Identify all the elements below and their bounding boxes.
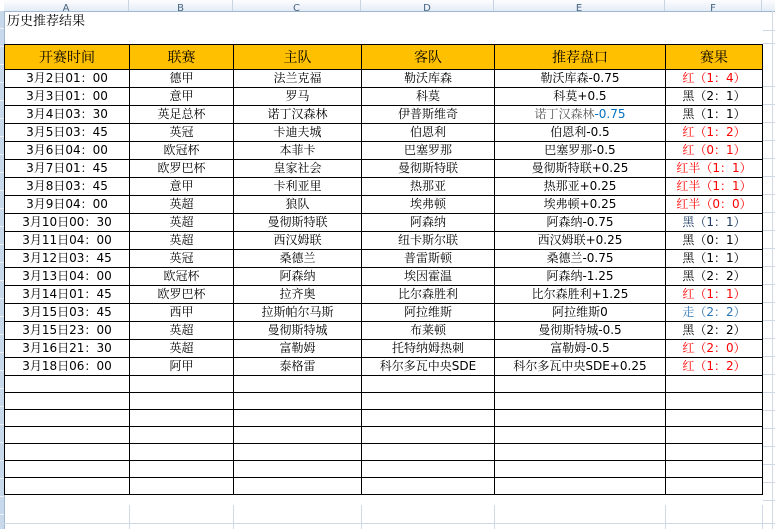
result-cell[interactable]: 红（0：1） — [666, 142, 763, 160]
table-row — [5, 160, 763, 178]
away-team-cell[interactable]: 纽卡斯尔联 — [362, 232, 495, 250]
column-header-filler — [762, 0, 775, 11]
column-header-strip — [4, 0, 775, 12]
handicap-part: 诺丁汉森林 — [534, 107, 595, 121]
time-cell[interactable]: 3月3日01：00 — [5, 88, 130, 106]
league-cell[interactable]: 英超 — [130, 214, 234, 232]
home-team-cell[interactable]: 曼彻斯特城 — [234, 322, 362, 340]
away-team-cell[interactable]: 巴塞罗那 — [362, 142, 495, 160]
result-cell[interactable]: 红（2：0） — [666, 340, 763, 358]
time-cell[interactable]: 3月5日03：45 — [5, 124, 130, 142]
league-cell[interactable]: 英超 — [130, 322, 234, 340]
header-cell-0[interactable]: 开赛时间 — [5, 45, 130, 70]
table-row — [5, 358, 763, 376]
home-team-cell[interactable]: 卡利亚里 — [234, 178, 362, 196]
empty-table-row — [5, 376, 763, 393]
result-cell[interactable]: 红半（1：1） — [666, 160, 763, 178]
home-team-cell[interactable]: 桑德兰 — [234, 250, 362, 268]
handicap-cell[interactable]: 科尔多瓦中央SDE+0.25 — [495, 358, 666, 376]
empty-table-row — [5, 393, 763, 410]
column-letter-label: B — [177, 3, 184, 12]
table-row — [5, 178, 763, 196]
handicap-cell[interactable]: 科莫+0.5 — [495, 88, 666, 106]
handicap-cell[interactable]: 曼彻斯特城-0.5 — [495, 322, 666, 340]
away-team-cell[interactable]: 科莫 — [362, 88, 495, 106]
handicap-cell[interactable]: 比尔森胜利+1.25 — [495, 286, 666, 304]
away-team-cell[interactable]: 伯恩利 — [362, 124, 495, 142]
time-cell[interactable]: 3月11日04：00 — [5, 232, 130, 250]
empty-table-row — [5, 427, 763, 444]
league-cell[interactable]: 英超 — [130, 196, 234, 214]
header-cell-5[interactable]: 赛果 — [666, 45, 763, 70]
gridline — [233, 505, 234, 529]
handicap-cell[interactable]: 热那亚+0.25 — [495, 178, 666, 196]
column-letter-label: A — [62, 3, 70, 12]
empty-cell[interactable] — [234, 478, 362, 495]
gridline — [762, 505, 763, 529]
result-cell[interactable]: 黑（1：1） — [666, 250, 763, 268]
home-team-cell[interactable]: 诺丁汉森林 — [234, 106, 362, 124]
empty-cell[interactable] — [5, 444, 130, 461]
empty-cell[interactable] — [234, 376, 362, 393]
column-letter-B[interactable] — [129, 0, 233, 11]
handicap-cell[interactable] — [495, 106, 666, 124]
results-table — [4, 44, 763, 495]
handicap-cell[interactable]: 曼彻斯特联+0.25 — [495, 160, 666, 178]
away-team-cell[interactable]: 阿拉维斯 — [362, 304, 495, 322]
gridline — [763, 43, 775, 44]
header-cell-2[interactable]: 主队 — [234, 45, 362, 70]
empty-cell[interactable] — [362, 376, 495, 393]
handicap-cell[interactable]: 西汉姆联+0.25 — [495, 232, 666, 250]
home-team-cell[interactable]: 曼彻斯特联 — [234, 214, 362, 232]
time-cell[interactable]: 3月4日03：30 — [5, 106, 130, 124]
gridline — [665, 505, 666, 529]
table-row — [5, 142, 763, 160]
empty-table-row — [5, 478, 763, 495]
home-team-cell[interactable]: 罗马 — [234, 88, 362, 106]
column-letter-D[interactable] — [361, 0, 494, 11]
empty-cell[interactable] — [234, 393, 362, 410]
result-cell[interactable]: 黑（1：1） — [666, 214, 763, 232]
empty-cell[interactable] — [495, 410, 666, 427]
empty-cell[interactable] — [130, 444, 234, 461]
empty-cell[interactable] — [130, 376, 234, 393]
home-team-cell[interactable]: 法兰克福 — [234, 70, 362, 88]
result-cell[interactable]: 黑（0：1） — [666, 232, 763, 250]
table-row — [5, 286, 763, 304]
table-row — [5, 196, 763, 214]
league-cell[interactable]: 英冠 — [130, 124, 234, 142]
home-team-cell[interactable]: 狼队 — [234, 196, 362, 214]
empty-cell[interactable] — [495, 393, 666, 410]
away-team-cell[interactable]: 托特纳姆热刺 — [362, 340, 495, 358]
gridline — [0, 523, 775, 524]
gridline-sliver-rows — [763, 69, 775, 505]
empty-cell[interactable] — [130, 427, 234, 444]
time-cell[interactable]: 3月9日04：00 — [5, 196, 130, 214]
table-row — [5, 70, 763, 88]
empty-cell[interactable] — [495, 427, 666, 444]
empty-cell[interactable] — [5, 461, 130, 478]
sheet-title[interactable]: 历史推荐结果 — [7, 14, 86, 29]
time-cell[interactable]: 3月15日03：45 — [5, 304, 130, 322]
table-row — [5, 268, 763, 286]
away-team-cell[interactable]: 埃弗顿 — [362, 196, 495, 214]
empty-cell[interactable] — [666, 393, 763, 410]
away-team-cell[interactable]: 伊普斯维奇 — [362, 106, 495, 124]
header-cell-3[interactable]: 客队 — [362, 45, 495, 70]
empty-cell[interactable] — [495, 376, 666, 393]
handicap-cell[interactable]: 勒沃库森-0.75 — [495, 70, 666, 88]
table-row — [5, 304, 763, 322]
handicap-cell[interactable]: 阿拉维斯0 — [495, 304, 666, 322]
time-cell[interactable]: 3月18日06：00 — [5, 358, 130, 376]
home-team-cell[interactable]: 阿森纳 — [234, 268, 362, 286]
empty-cell[interactable] — [666, 427, 763, 444]
time-cell[interactable]: 3月16日21：30 — [5, 340, 130, 358]
league-cell[interactable]: 欧冠杯 — [130, 268, 234, 286]
table-row — [5, 214, 763, 232]
column-letter-F[interactable] — [665, 0, 762, 11]
table-body — [5, 70, 763, 495]
empty-cell[interactable] — [362, 444, 495, 461]
league-cell[interactable]: 英超 — [130, 340, 234, 358]
empty-cell[interactable] — [495, 444, 666, 461]
result-cell[interactable]: 黑（2：2） — [666, 322, 763, 340]
league-cell[interactable]: 德甲 — [130, 70, 234, 88]
empty-cell[interactable] — [666, 461, 763, 478]
table-row — [5, 340, 763, 358]
handicap-cell[interactable]: 桑德兰-0.75 — [495, 250, 666, 268]
empty-cell[interactable] — [234, 427, 362, 444]
league-cell[interactable]: 意甲 — [130, 178, 234, 196]
column-letter-label: C — [293, 3, 300, 12]
empty-cell[interactable] — [130, 461, 234, 478]
home-team-cell[interactable]: 富勒姆 — [234, 340, 362, 358]
empty-cell[interactable] — [234, 410, 362, 427]
result-cell[interactable]: 红（1：2） — [666, 124, 763, 142]
empty-cell[interactable] — [234, 444, 362, 461]
result-cell[interactable]: 走（2：2） — [666, 304, 763, 322]
empty-cell[interactable] — [5, 410, 130, 427]
away-team-cell[interactable]: 埃因霍温 — [362, 268, 495, 286]
handicap-cell[interactable]: 伯恩利-0.5 — [495, 124, 666, 142]
away-team-cell[interactable]: 勒沃库森 — [362, 70, 495, 88]
home-team-cell[interactable]: 西汉姆联 — [234, 232, 362, 250]
empty-cell[interactable] — [130, 410, 234, 427]
header-cell-4[interactable]: 推荐盘口 — [495, 45, 666, 70]
empty-cell[interactable] — [130, 393, 234, 410]
away-team-cell[interactable]: 科尔多瓦中央SDE — [362, 358, 495, 376]
away-team-cell[interactable]: 比尔森胜利 — [362, 286, 495, 304]
home-team-cell[interactable]: 卡迪夫城 — [234, 124, 362, 142]
empty-cell[interactable] — [5, 393, 130, 410]
time-cell[interactable]: 3月6日04：00 — [5, 142, 130, 160]
league-cell[interactable]: 英足总杯 — [130, 106, 234, 124]
handicap-cell[interactable]: 富勒姆-0.5 — [495, 340, 666, 358]
empty-cell[interactable] — [5, 376, 130, 393]
empty-cell[interactable] — [666, 410, 763, 427]
time-cell[interactable]: 3月10日00：30 — [5, 214, 130, 232]
table-row — [5, 250, 763, 268]
league-cell[interactable]: 英冠 — [130, 250, 234, 268]
handicap-cell[interactable]: 埃弗顿+0.25 — [495, 196, 666, 214]
gridline — [494, 505, 495, 529]
empty-cell[interactable] — [234, 461, 362, 478]
column-letter-label: D — [423, 3, 431, 12]
gridline — [129, 505, 130, 529]
league-cell[interactable]: 阿甲 — [130, 358, 234, 376]
empty-cell[interactable] — [362, 410, 495, 427]
empty-table-row — [5, 444, 763, 461]
gridline — [772, 11, 773, 529]
empty-cell[interactable] — [5, 478, 130, 495]
time-cell[interactable]: 3月2日01：00 — [5, 70, 130, 88]
handicap-cell[interactable]: 阿森纳-0.75 — [495, 214, 666, 232]
empty-cell[interactable] — [130, 478, 234, 495]
league-cell[interactable]: 意甲 — [130, 88, 234, 106]
result-cell[interactable]: 黑（2：1） — [666, 88, 763, 106]
handicap-cell[interactable]: 巴塞罗那-0.5 — [495, 142, 666, 160]
league-cell[interactable]: 欧罗巴杯 — [130, 160, 234, 178]
result-cell[interactable]: 黑（2：2） — [666, 268, 763, 286]
gridline — [361, 505, 362, 529]
header-cell-1[interactable]: 联赛 — [130, 45, 234, 70]
empty-cell[interactable] — [5, 427, 130, 444]
time-cell[interactable]: 3月8日03：45 — [5, 178, 130, 196]
column-letter-label: F — [710, 3, 716, 12]
empty-cell[interactable] — [666, 376, 763, 393]
column-letter-E[interactable] — [494, 0, 665, 11]
league-cell[interactable]: 欧冠杯 — [130, 142, 234, 160]
time-cell[interactable]: 3月13日04：00 — [5, 268, 130, 286]
empty-cell[interactable] — [495, 478, 666, 495]
home-team-cell[interactable]: 拉齐奥 — [234, 286, 362, 304]
time-cell[interactable]: 3月7日01：45 — [5, 160, 130, 178]
table-row — [5, 106, 763, 124]
empty-cell[interactable] — [666, 478, 763, 495]
home-team-cell[interactable]: 本菲卡 — [234, 142, 362, 160]
table-header-row — [5, 45, 763, 70]
empty-table-row — [5, 410, 763, 427]
time-cell[interactable]: 3月15日23：00 — [5, 322, 130, 340]
column-letter-A[interactable] — [4, 0, 129, 11]
result-cell[interactable]: 黑（1：1） — [666, 106, 763, 124]
home-team-cell[interactable]: 泰格雷 — [234, 358, 362, 376]
time-cell[interactable]: 3月14日01：45 — [5, 286, 130, 304]
away-team-cell[interactable]: 阿森纳 — [362, 214, 495, 232]
handicap-cell[interactable]: 阿森纳-1.25 — [495, 268, 666, 286]
away-team-cell[interactable]: 布莱顿 — [362, 322, 495, 340]
home-team-cell[interactable]: 拉斯帕尔马斯 — [234, 304, 362, 322]
league-cell[interactable]: 西甲 — [130, 304, 234, 322]
gridline — [763, 30, 775, 31]
empty-cell[interactable] — [362, 478, 495, 495]
table-row — [5, 232, 763, 250]
table-row — [5, 322, 763, 340]
result-cell[interactable]: 红半（1：1） — [666, 178, 763, 196]
empty-cell[interactable] — [362, 461, 495, 478]
away-team-cell[interactable]: 热那亚 — [362, 178, 495, 196]
away-team-cell[interactable]: 普雷斯顿 — [362, 250, 495, 268]
empty-table-row — [5, 461, 763, 478]
result-cell[interactable]: 红半（0：0） — [666, 196, 763, 214]
league-cell[interactable]: 英超 — [130, 232, 234, 250]
empty-cell[interactable] — [495, 461, 666, 478]
result-cell[interactable]: 红（1：4） — [666, 70, 763, 88]
column-letter-label: E — [575, 3, 583, 12]
table-row — [5, 88, 763, 106]
handicap-part: -0.75 — [594, 107, 626, 121]
result-cell[interactable]: 红（1：2） — [666, 358, 763, 376]
league-cell[interactable]: 欧罗巴杯 — [130, 286, 234, 304]
empty-cell[interactable] — [666, 444, 763, 461]
column-letter-C[interactable] — [233, 0, 361, 11]
home-team-cell[interactable]: 皇家社会 — [234, 160, 362, 178]
away-team-cell[interactable]: 曼彻斯特联 — [362, 160, 495, 178]
empty-cell[interactable] — [362, 427, 495, 444]
table-row — [5, 124, 763, 142]
time-cell[interactable]: 3月12日03：45 — [5, 250, 130, 268]
empty-cell[interactable] — [362, 393, 495, 410]
result-cell[interactable]: 红（1：1） — [666, 286, 763, 304]
